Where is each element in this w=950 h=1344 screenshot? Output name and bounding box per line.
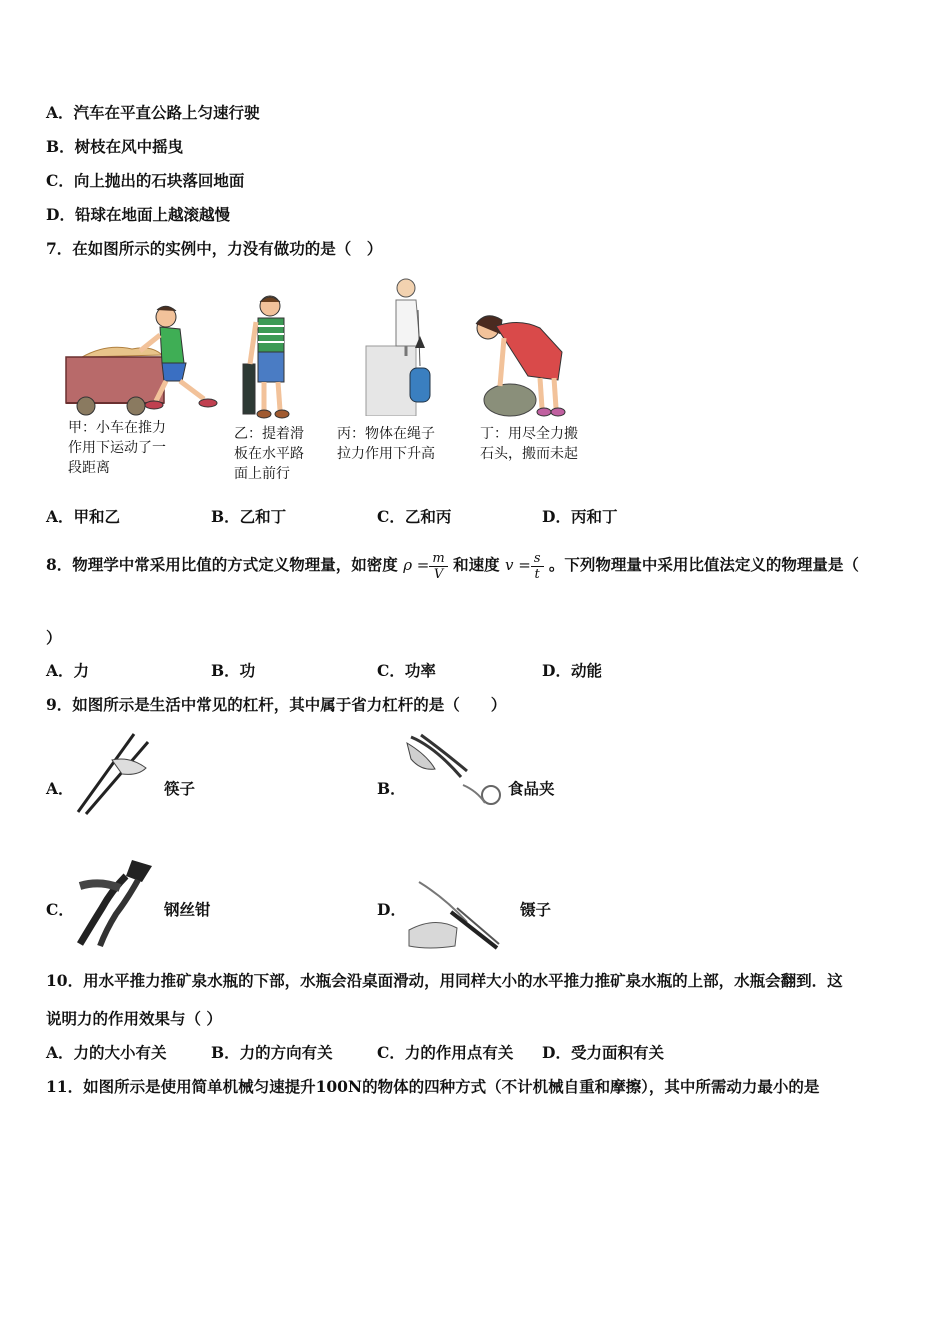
q9-question: 9．如图所示是生活中常见的杠杆，其中属于省力杠杆的是（ ） <box>46 695 507 714</box>
q6-option-d: D．铅球在地面上越滚越慢 <box>46 205 230 224</box>
q10-option-d: D．受力面积有关 <box>542 1043 664 1062</box>
pliers-icon <box>72 856 158 948</box>
q7-question: 7．在如图所示的实例中，力没有做功的是（ ） <box>46 239 383 258</box>
q6-option-c: C．向上抛出的石块落回地面 <box>46 171 245 190</box>
q9-option-d-letter: D． <box>377 900 406 919</box>
q9-option-b-letter: B． <box>377 779 406 798</box>
q10-question-line1: 10．用水平推力推矿泉水瓶的下部，水瓶会沿桌面滑动，用同样大小的水平推力推矿泉水瓶的上部，水瓶会翻到．这 <box>46 971 843 990</box>
q7-option-d: D．丙和丁 <box>542 507 618 526</box>
cart-push-figure <box>62 305 222 420</box>
q10-option-b: B．力的方向有关 <box>211 1043 333 1062</box>
q7-option-c: C．乙和丙 <box>377 507 452 526</box>
caption-bing: 丙：物体在绳子 拉力作用下升高 <box>337 426 435 462</box>
q8-option-c: C．功率 <box>377 661 436 680</box>
q9-option-b-name: 食品夹 <box>508 779 555 798</box>
q8-option-b: B．功 <box>211 661 256 680</box>
boy-carrying-board-figure <box>240 294 300 422</box>
girl-lifting-stone-figure <box>470 312 570 420</box>
caption-ding: 丁：用尽全力搬 石头，搬而未起 <box>480 426 578 462</box>
density-symbol: ρ = <box>403 556 430 574</box>
density-fraction: $\frac{m}{V}$ <box>429 551 447 582</box>
caption-jia: 甲：小车在推力 作用下运动了一 段距离 <box>68 420 166 476</box>
q7-option-a: A．甲和乙 <box>46 507 121 526</box>
velocity-symbol: v = <box>505 556 531 574</box>
q9-option-c-name: 钢丝钳 <box>164 900 211 919</box>
q8-question-end: ） <box>46 628 62 647</box>
q8-option-a: A．力 <box>46 661 90 680</box>
q10-option-a: A．力的大小有关 <box>46 1043 167 1062</box>
q7-option-b: B．乙和丁 <box>211 507 287 526</box>
chopsticks-icon <box>72 730 156 816</box>
q10-question-line2: 说明力的作用效果与（ ） <box>46 1009 222 1028</box>
q9-option-d-name: 镊子 <box>520 900 552 919</box>
q8-option-d: D．动能 <box>542 661 602 680</box>
food-tongs-icon <box>405 733 503 817</box>
caption-yi: 乙：提着滑 板在水平路 面上前行 <box>234 426 304 482</box>
rope-lifting-figure <box>362 276 442 416</box>
q8-question: 8．物理学中常采用比值的方式定义物理量，如密度 ρ = $\frac{m}{V}$ 和速度 v = $\frac{s}{t}$ 。下列物理量中采用比值法定义的物理量是（ <box>46 550 859 582</box>
q9-option-a-letter: A． <box>46 779 74 798</box>
q9-option-c-letter: C． <box>46 900 74 919</box>
q9-option-a-name: 筷子 <box>164 779 196 798</box>
tweezers-icon <box>405 876 513 952</box>
q10-option-c: C．力的作用点有关 <box>377 1043 514 1062</box>
q6-option-b: B．树枝在风中摇曳 <box>46 137 184 156</box>
q11-question: 11．如图所示是使用简单机械匀速提升100N的物体的四种方式（不计机械自重和摩擦），其中所需动力最小的是 <box>46 1077 820 1096</box>
velocity-fraction: $\frac{s}{t}$ <box>531 551 544 582</box>
q6-option-a: A．汽车在平直公路上匀速行驶 <box>46 103 260 122</box>
